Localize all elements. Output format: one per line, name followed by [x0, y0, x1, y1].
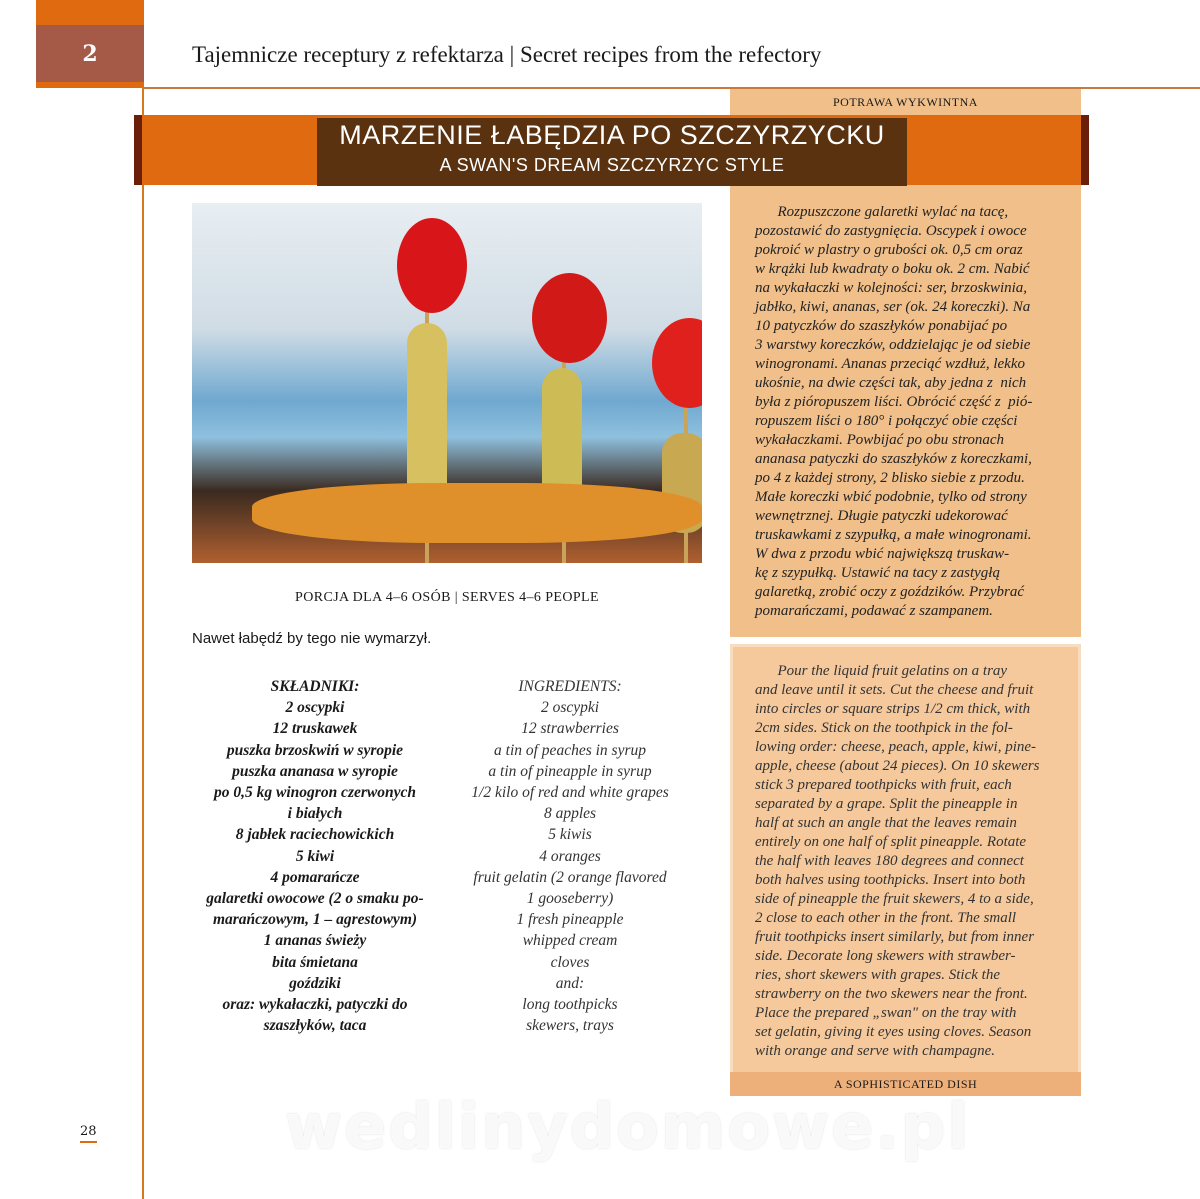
ingredient-line: po 0,5 kg winogron czerwonych — [214, 784, 416, 802]
ingredient-line: INGREDIENTS: — [518, 678, 622, 695]
ingredient-line: oraz: wykałaczki, patyczki do — [222, 996, 408, 1014]
method-line: w krążki lub kwadraty o boku ok. 2 cm. Nabić — [755, 261, 1030, 277]
method-line: 10 patyczków do szaszłyków ponabijać po — [755, 318, 1008, 334]
method-line: Małe koreczki wbić podobnie, tylko od strony — [755, 489, 1027, 505]
ingredient-line: 4 oranges — [539, 847, 601, 865]
ingredient-line: a tin of pineapple in syrup — [488, 762, 652, 780]
method-line: entirely on one half of split pineapple. Rotate — [755, 834, 1027, 850]
method-line: ananasa patyczki do szaszłyków z koreczkami, — [755, 451, 1032, 467]
method-line: Place the prepared „swan" on the tray with — [755, 1005, 1017, 1021]
method-line: set gelatin, giving it eyes using cloves. Season — [755, 1024, 1032, 1040]
servings: PORCJA DLA 4–6 OSÓB | SERVES 4–6 PEOPLE — [295, 590, 599, 605]
method-line: separated by a grape. Split the pineapple in — [755, 796, 1018, 812]
method-line: fruit toothpicks insert similarly, but from inner — [755, 929, 1035, 945]
chapter-tab-bottom — [36, 82, 144, 88]
method-line: kę z szypułką. Ustawić na tacy z zastygłą — [755, 565, 1000, 581]
method-line: both halves using toothpicks. Insert into both — [755, 872, 1026, 888]
ingredient-line: 5 kiwis — [548, 826, 592, 844]
ingredient-line: 5 kiwi — [295, 847, 335, 865]
ingredient-line: marańczowym, 1 – agrestowym) — [212, 911, 418, 929]
page-number: 28 — [80, 1124, 97, 1143]
margin-rule — [142, 88, 144, 1199]
method-line: with orange and serve with champagne. — [755, 1043, 995, 1059]
method-line: pozostawić do zastygnięcia. Oscypek i owoce — [755, 223, 1027, 239]
method-line: Rozpuszczone galaretki wylać na tacę, — [755, 204, 1009, 220]
method-line: into circles or square strips 1/2 cm thick, with — [755, 701, 1031, 717]
method-line: pomarańczami, podawać z szampanem. — [755, 603, 993, 619]
ingredients-pl — [180, 676, 450, 1036]
ingredient-line: 2 oscypki — [285, 699, 345, 717]
label-en: A SOPHISTICATED DISH — [730, 1072, 1081, 1096]
ingredient-line: 1 gooseberry) — [526, 890, 614, 908]
ingredient-line: 2 oscypki — [540, 699, 600, 717]
recipe-photo — [192, 203, 702, 563]
ingredient-line: puszka brzoskwiń w syropie — [226, 741, 404, 759]
ingredient-line: 1 fresh pineapple — [516, 911, 624, 929]
method-line: side of pineapple the fruit skewers, 4 to a side, — [755, 891, 1034, 907]
method-line: and leave until it sets. Cut the cheese and fruit — [755, 682, 1034, 698]
method-line: ukośnie, na dwie części tak, aby jedna z nich — [755, 375, 1027, 391]
method-line: ries, short skewers with grapes. Stick the — [755, 967, 1000, 983]
ingredient-line: whipped cream — [522, 932, 618, 950]
ingredient-line: szaszłyków, taca — [263, 1017, 367, 1035]
method-line: ropuszem liści o 180° i połączyć obie części — [755, 413, 1018, 429]
ingredient-line: i białych — [287, 805, 343, 823]
ingredient-line: SKŁADNIKI: — [270, 678, 360, 695]
ingredient-line: bita śmietana — [272, 953, 358, 971]
method-line: W dwa z przodu wbić największą truskaw- — [755, 546, 1010, 562]
ingredient-line: 1/2 kilo of red and white grapes — [471, 784, 669, 802]
method-line: jabłko, kiwi, ananas, ser (ok. 24 koreczki). Na — [755, 299, 1031, 315]
method-line: strawberry on the two skewers near the front. — [755, 986, 1028, 1002]
ingredient-line: skewers, trays — [526, 1017, 614, 1035]
title-box — [317, 118, 907, 186]
method-line: lowing order: cheese, peach, apple, kiwi, pine- — [755, 739, 1037, 755]
ingredients-en — [440, 676, 700, 1036]
intro-text: Nawet łabędź by tego nie wymarzył. — [192, 630, 432, 647]
ingredient-line: 4 pomarańcze — [270, 868, 360, 886]
method-line: 3 warstwy koreczków, oddzielając je od siebie — [755, 337, 1031, 353]
method-line: na wykałaczki w kolejności: ser, brzoskwinia, — [755, 280, 1028, 296]
ingredient-line: 12 strawberries — [521, 720, 619, 738]
ingredient-line: 8 jabłek raciechowickich — [235, 826, 395, 844]
ingredient-line: cloves — [550, 953, 590, 971]
method-line: winogronami. Ananas przeciąć wzdłuż, lekko — [755, 356, 1025, 372]
method-line: the half with leaves 180 degrees and connect — [755, 853, 1024, 869]
recipe-title-pl: MARZENIE ŁABĘDZIA PO SZCZYRZYCKU — [339, 120, 885, 150]
ingredient-line: 1 ananas świeży — [263, 932, 367, 950]
method-text-pl — [755, 203, 1060, 621]
method-line: apple, cheese (about 24 pieces). On 10 skewers — [755, 758, 1040, 774]
chapter-number: 2 — [36, 25, 144, 82]
method-line: stick 3 prepared toothpicks with fruit, each — [755, 777, 1012, 793]
watermark: wedlinydomowe.pl — [285, 1090, 971, 1163]
method-line: wewnętrznej. Długie patyczki udekorować — [755, 508, 1008, 524]
ingredient-line: 8 apples — [543, 805, 597, 823]
ingredient-line: and: — [555, 974, 585, 992]
recipe-title-en: A SWAN'S DREAM SZCZYRZYC STYLE — [439, 155, 785, 175]
method-line: wykałaczkami. Powbijać po obu stronach — [755, 432, 1004, 448]
ingredient-line: a tin of peaches in syrup — [494, 741, 646, 759]
ingredient-line: long toothpicks — [522, 996, 618, 1014]
method-line: po 4 z każdej strony, 2 blisko siebie z przodu. — [755, 470, 1025, 486]
method-line: galaretką, zrobić oczy z goździków. Przybrać — [755, 584, 1024, 600]
method-line: 2cm sides. Stick on the toothpick in the fol- — [755, 720, 1013, 736]
ingredient-line: goździki — [289, 974, 341, 992]
method-line: Pour the liquid fruit gelatins on a tray — [755, 663, 1008, 679]
ingredient-line: puszka ananasa w syropie — [232, 762, 398, 780]
chapter-tab-top — [36, 0, 144, 25]
method-line: side. Decorate long skewers with strawber- — [755, 948, 1016, 964]
ingredient-line: fruit gelatin (2 orange flavored — [473, 868, 667, 886]
method-line: była z pióropuszem liści. Obrócić część z pió- — [755, 394, 1033, 410]
label-pl: POTRAWA WYKWINTNA — [833, 95, 978, 109]
method-line: half at such an angle that the leaves remain — [755, 815, 1017, 831]
method-text-en — [755, 662, 1060, 1061]
ingredient-line: galaretki owocowe (2 o smaku po- — [206, 890, 424, 908]
running-header: Tajemnicze receptury z refektarza | Secret recipes from the refectory — [192, 42, 822, 67]
method-line: pokroić w plastry o grubości ok. 0,5 cm oraz — [755, 242, 1023, 258]
ingredient-line: 12 truskawek — [272, 720, 358, 738]
method-line: 2 close to each other in the front. The small — [755, 910, 1017, 926]
method-line: truskawkami z szypułką, a małe winogronami. — [755, 527, 1032, 543]
